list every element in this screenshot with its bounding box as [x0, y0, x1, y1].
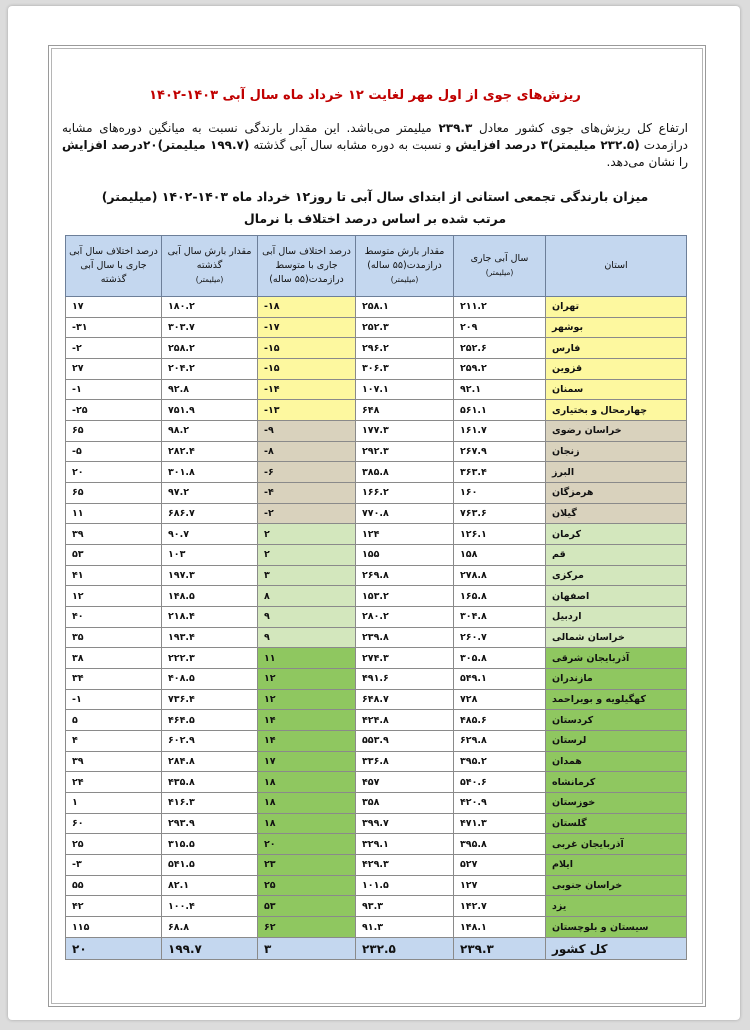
pct-average-cell: ۲۵	[258, 875, 356, 896]
table-row	[66, 421, 687, 442]
table-caption	[62, 186, 688, 230]
last-year-cell: ۴۶۴.۵	[162, 710, 258, 731]
last-year-cell: ۹۰.۷	[162, 524, 258, 545]
last-year-cell: ۴۳۵.۸	[162, 772, 258, 793]
last-year-cell: ۷۵۱.۹	[162, 400, 258, 421]
current-year-cell: ۲۱۱.۲	[454, 297, 546, 318]
pct-average-cell: ۱۷	[258, 751, 356, 772]
pct-average-cell: ۲	[258, 545, 356, 566]
last-year-cell: ۵۴۱.۵	[162, 855, 258, 876]
table-row	[66, 751, 687, 772]
summary-text: را نشان می‌دهد.	[606, 155, 688, 169]
pct-average-cell: ۱۴	[258, 710, 356, 731]
current-year-cell: ۲۷۸.۸	[454, 565, 546, 586]
last-year-cell: ۱۰۰.۴	[162, 896, 258, 917]
current-year-cell: ۵۴۰.۶	[454, 772, 546, 793]
current-year-cell: ۳۶۳.۴	[454, 462, 546, 483]
pct-average-cell: -۱۸	[258, 297, 356, 318]
last-year-cell: ۲۹۳.۹	[162, 813, 258, 834]
pct-last-year-cell: -۳۱	[66, 317, 162, 338]
pct-last-year-cell: -۲	[66, 338, 162, 359]
pct-last-year-cell: ۳۹	[66, 751, 162, 772]
pct-average-cell: -۶	[258, 462, 356, 483]
last-year-cell: ۶۰۲.۹	[162, 731, 258, 752]
current-year-cell: ۷۶۳.۶	[454, 503, 546, 524]
table-row	[66, 586, 687, 607]
current-year-cell: ۲۶۷.۹	[454, 441, 546, 462]
summary-last-year-compare: (۱۹۹.۷ میلیمتر)۲۰درصد افزایش	[62, 138, 250, 152]
table-row	[66, 772, 687, 793]
pct-average-cell: ۵۳	[258, 896, 356, 917]
province-cell: هرمزگان	[546, 483, 687, 504]
current-year-cell: ۲۶۰.۷	[454, 627, 546, 648]
average-cell: ۱۵۵	[356, 545, 454, 566]
province-cell: تهران	[546, 297, 687, 318]
province-cell: یزد	[546, 896, 687, 917]
pct-average-cell: ۲۰	[258, 834, 356, 855]
pct-last-year-cell: ۲۷	[66, 359, 162, 380]
last-year-cell: ۲۱۸.۴	[162, 607, 258, 628]
pct-average-cell: -۲	[258, 503, 356, 524]
pct-last-year-cell: ۴۰	[66, 607, 162, 628]
province-cell: گلستان	[546, 813, 687, 834]
pct-last-year-cell: -۲۵	[66, 400, 162, 421]
report-title: ریزش‌های جوی از اول مهر لغایت ۱۲ خرداد ماه سال آبی ۱۴۰۳-۱۴۰۲	[149, 88, 581, 103]
table-row	[66, 917, 687, 938]
province-cell: لرستان	[546, 731, 687, 752]
header-pct-vs-average: درصد اختلاف سال آبی جاری با متوسط درازمدت(۵۵ ساله)	[258, 236, 356, 297]
average-cell: ۲۶۹.۸	[356, 565, 454, 586]
table-row	[66, 524, 687, 545]
average-cell: ۴۹۱.۶	[356, 669, 454, 690]
current-year-cell: ۱۶۰	[454, 483, 546, 504]
last-year-cell: ۱۹۳.۴	[162, 627, 258, 648]
province-cell: ایلام	[546, 855, 687, 876]
average-cell: ۲۹۲.۳	[356, 441, 454, 462]
pct-last-year-cell: ۳۵	[66, 627, 162, 648]
last-year-cell: ۳۱۵.۵	[162, 834, 258, 855]
pct-average-cell: -۱۵	[258, 338, 356, 359]
average-cell: ۲۷۴.۳	[356, 648, 454, 669]
table-row	[66, 855, 687, 876]
province-cell: آذربایجان شرقی	[546, 648, 687, 669]
pct-last-year-cell: ۴	[66, 731, 162, 752]
current-year-cell: ۱۴۸.۱	[454, 917, 546, 938]
last-year-cell: ۴۱۶.۳	[162, 793, 258, 814]
current-year-cell: ۶۲۹.۸	[454, 731, 546, 752]
current-year-cell: ۳۰۴.۸	[454, 607, 546, 628]
current-year-cell: ۳۹۵.۲	[454, 751, 546, 772]
pct-average-cell: ۱۱	[258, 648, 356, 669]
table-caption-line2: مرتب شده بر اساس درصد اختلاف با نرمال	[243, 211, 507, 226]
table-row	[66, 503, 687, 524]
pct-average-cell: ۲۳	[258, 855, 356, 876]
current-year-cell: ۴۸۵.۶	[454, 710, 546, 731]
total-last-year: ۱۹۹.۷	[162, 938, 258, 960]
pct-last-year-cell: ۴۱	[66, 565, 162, 586]
average-cell: ۳۵۸	[356, 793, 454, 814]
pct-average-cell: -۱۷	[258, 317, 356, 338]
province-cell: خراسان شمالی	[546, 627, 687, 648]
summary-text: و نسبت به دوره مشابه سال آبی گذشته	[249, 138, 456, 152]
province-cell: قم	[546, 545, 687, 566]
table-row	[66, 483, 687, 504]
average-cell: ۴۵۷	[356, 772, 454, 793]
pct-last-year-cell: ۱	[66, 793, 162, 814]
last-year-cell: ۲۵۸.۲	[162, 338, 258, 359]
last-year-cell: ۱۰۳	[162, 545, 258, 566]
average-cell: ۲۹۶.۲	[356, 338, 454, 359]
header-current-year: سال آبی جاری (میلیمتر)	[454, 236, 546, 297]
province-cell: قزوین	[546, 359, 687, 380]
pct-average-cell: -۱۵	[258, 359, 356, 380]
current-year-cell: ۱۵۸	[454, 545, 546, 566]
last-year-cell: ۲۸۲.۴	[162, 441, 258, 462]
pct-last-year-cell: ۱۲	[66, 586, 162, 607]
current-year-cell: ۲۰۹	[454, 317, 546, 338]
pct-last-year-cell: -۵	[66, 441, 162, 462]
pct-last-year-cell: ۶۵	[66, 421, 162, 442]
last-year-cell: ۸۲.۱	[162, 875, 258, 896]
table-row	[66, 793, 687, 814]
pct-average-cell: -۱۳	[258, 400, 356, 421]
current-year-cell: ۳۹۵.۸	[454, 834, 546, 855]
pct-last-year-cell: -۳	[66, 855, 162, 876]
province-cell: کردستان	[546, 710, 687, 731]
table-row	[66, 565, 687, 586]
pct-average-cell: ۱۸	[258, 772, 356, 793]
table-row	[66, 731, 687, 752]
current-year-cell: ۱۶۱.۷	[454, 421, 546, 442]
pct-average-cell: ۱۲	[258, 669, 356, 690]
last-year-cell: ۲۲۲.۳	[162, 648, 258, 669]
average-cell: ۲۸۰.۲	[356, 607, 454, 628]
current-year-cell: ۱۲۷	[454, 875, 546, 896]
table-row	[66, 297, 687, 318]
pct-average-cell: ۱۲	[258, 689, 356, 710]
pct-average-cell: ۸	[258, 586, 356, 607]
average-cell: ۴۲۹.۳	[356, 855, 454, 876]
pct-last-year-cell: ۵۳	[66, 545, 162, 566]
pct-last-year-cell: ۵	[66, 710, 162, 731]
table-row	[66, 607, 687, 628]
province-cell: کرمان	[546, 524, 687, 545]
total-pct-average: ۳	[258, 938, 356, 960]
current-year-cell: ۲۵۹.۲	[454, 359, 546, 380]
pct-last-year-cell: -۱	[66, 379, 162, 400]
summary-text: میلیمتر می‌باشد. این مقدار بارندگی نسبت به میانگین دوره‌های مشابه درازمدت	[62, 121, 688, 152]
average-cell: ۲۳۹.۸	[356, 627, 454, 648]
header-pct-vs-last-year: درصد اختلاف سال آبی جاری با سال آبی گذشته	[66, 236, 162, 297]
pct-last-year-cell: ۳۸	[66, 648, 162, 669]
table-row	[66, 710, 687, 731]
average-cell: ۹۳.۳	[356, 896, 454, 917]
table-row	[66, 338, 687, 359]
pct-last-year-cell: ۴۲	[66, 896, 162, 917]
last-year-cell: ۴۰۸.۵	[162, 669, 258, 690]
current-year-cell: ۷۲۸	[454, 689, 546, 710]
last-year-cell: ۶۸.۸	[162, 917, 258, 938]
current-year-cell: ۱۲۶.۱	[454, 524, 546, 545]
pct-last-year-cell: ۶۰	[66, 813, 162, 834]
average-cell: ۳۹۹.۷	[356, 813, 454, 834]
last-year-cell: ۳۰۳.۷	[162, 317, 258, 338]
current-year-cell: ۵۲۷	[454, 855, 546, 876]
rainfall-table	[65, 235, 687, 960]
average-cell: ۱۲۴	[356, 524, 454, 545]
province-cell: زنجان	[546, 441, 687, 462]
last-year-cell: ۲۸۴.۸	[162, 751, 258, 772]
average-cell: ۴۲۴.۸	[356, 710, 454, 731]
table-header-row	[66, 236, 687, 297]
table-row	[66, 441, 687, 462]
last-year-cell: ۱۴۸.۵	[162, 586, 258, 607]
province-cell: همدان	[546, 751, 687, 772]
average-cell: ۳۲۹.۱	[356, 834, 454, 855]
province-cell: آذربایجان غربی	[546, 834, 687, 855]
average-cell: ۵۵۳.۹	[356, 731, 454, 752]
pct-average-cell: -۹	[258, 421, 356, 442]
current-year-cell: ۱۴۲.۷	[454, 896, 546, 917]
summary-paragraph	[62, 120, 688, 171]
pct-last-year-cell: ۳۴	[66, 669, 162, 690]
current-year-cell: ۵۶۱.۱	[454, 400, 546, 421]
province-cell: خوزستان	[546, 793, 687, 814]
table-row	[66, 834, 687, 855]
table-row	[66, 627, 687, 648]
current-year-cell: ۱۶۵.۸	[454, 586, 546, 607]
pct-last-year-cell: ۱۷	[66, 297, 162, 318]
table-row	[66, 545, 687, 566]
current-year-cell: ۴۲۰.۹	[454, 793, 546, 814]
pct-average-cell: -۴	[258, 483, 356, 504]
pct-last-year-cell: ۶۵	[66, 483, 162, 504]
pct-average-cell: ۶۲	[258, 917, 356, 938]
province-cell: اصفهان	[546, 586, 687, 607]
table-row	[66, 896, 687, 917]
last-year-cell: ۹۸.۲	[162, 421, 258, 442]
pct-last-year-cell: ۳۹	[66, 524, 162, 545]
total-label: کل کشور	[546, 938, 687, 960]
table-row	[66, 400, 687, 421]
province-cell: گیلان	[546, 503, 687, 524]
average-cell: ۱۵۳.۲	[356, 586, 454, 607]
table-total-row	[66, 938, 687, 960]
last-year-cell: ۹۷.۲	[162, 483, 258, 504]
province-cell: کرمانشاه	[546, 772, 687, 793]
table-row	[66, 379, 687, 400]
average-cell: ۱۶۶.۲	[356, 483, 454, 504]
average-cell: ۲۵۸.۱	[356, 297, 454, 318]
total-average: ۲۳۲.۵	[356, 938, 454, 960]
pct-average-cell: ۱۴	[258, 731, 356, 752]
province-cell: مرکزی	[546, 565, 687, 586]
table-body	[66, 297, 687, 938]
province-cell: مازندران	[546, 669, 687, 690]
province-cell: اردبیل	[546, 607, 687, 628]
last-year-cell: ۱۹۷.۳	[162, 565, 258, 586]
province-cell: کهگیلویه و بویراحمد	[546, 689, 687, 710]
table-row	[66, 317, 687, 338]
average-cell: ۳۳۶.۸	[356, 751, 454, 772]
average-cell: ۶۴۸.۷	[356, 689, 454, 710]
last-year-cell: ۹۲.۸	[162, 379, 258, 400]
province-cell: چهارمحال و بختیاری	[546, 400, 687, 421]
average-cell: ۳۰۶.۳	[356, 359, 454, 380]
average-cell: ۹۱.۳	[356, 917, 454, 938]
pct-last-year-cell: ۱۱	[66, 503, 162, 524]
table-row	[66, 648, 687, 669]
average-cell: ۱۰۷.۱	[356, 379, 454, 400]
summary-total-value: ۲۳۹.۳	[438, 121, 473, 135]
pct-average-cell: ۹	[258, 627, 356, 648]
current-year-cell: ۹۲.۱	[454, 379, 546, 400]
current-year-cell: ۵۴۹.۱	[454, 669, 546, 690]
current-year-cell: ۳۰۵.۸	[454, 648, 546, 669]
pct-average-cell: -۱۴	[258, 379, 356, 400]
last-year-cell: ۱۸۰.۲	[162, 297, 258, 318]
pct-last-year-cell: ۲۴	[66, 772, 162, 793]
average-cell: ۲۵۲.۳	[356, 317, 454, 338]
summary-text: ارتفاع کل ریزش‌های جوی کشور معادل	[472, 121, 689, 135]
last-year-cell: ۷۳۶.۴	[162, 689, 258, 710]
average-cell: ۷۷۰.۸	[356, 503, 454, 524]
header-province: استان	[546, 236, 687, 297]
average-cell: ۶۴۸	[356, 400, 454, 421]
pct-last-year-cell: ۲۰	[66, 462, 162, 483]
table-row	[66, 462, 687, 483]
table-caption-line1: میزان بارندگی تجمعی استانی از ابتدای سال آبی تا روز۱۲ خرداد ماه ۱۴۰۳-۱۴۰۲ (میلیمتر)	[101, 189, 649, 204]
province-cell: بوشهر	[546, 317, 687, 338]
average-cell: ۱۷۷.۳	[356, 421, 454, 442]
province-cell: خراسان رضوی	[546, 421, 687, 442]
pct-average-cell: -۸	[258, 441, 356, 462]
pct-average-cell: ۱۸	[258, 813, 356, 834]
table-row	[66, 689, 687, 710]
average-cell: ۳۸۵.۸	[356, 462, 454, 483]
table-row	[66, 875, 687, 896]
last-year-cell: ۶۸۶.۷	[162, 503, 258, 524]
province-cell: خراسان جنوبی	[546, 875, 687, 896]
pct-average-cell: ۳	[258, 565, 356, 586]
province-cell: سمنان	[546, 379, 687, 400]
pct-average-cell: ۲	[258, 524, 356, 545]
total-current: ۲۳۹.۳	[454, 938, 546, 960]
average-cell: ۱۰۱.۵	[356, 875, 454, 896]
pct-last-year-cell: -۱	[66, 689, 162, 710]
table-row	[66, 669, 687, 690]
pct-last-year-cell: ۵۵	[66, 875, 162, 896]
last-year-cell: ۲۰۴.۲	[162, 359, 258, 380]
pct-last-year-cell: ۱۱۵	[66, 917, 162, 938]
province-cell: سیستان و بلوچستان	[546, 917, 687, 938]
header-last-year: مقدار بارش سال آبی گذشته (میلیمتر)	[162, 236, 258, 297]
header-long-term-average: مقدار بارش متوسط درازمدت(۵۵ ساله) (میلیمتر)	[356, 236, 454, 297]
province-cell: فارس	[546, 338, 687, 359]
total-pct-last-year: ۲۰	[66, 938, 162, 960]
pct-average-cell: ۹	[258, 607, 356, 628]
province-cell: البرز	[546, 462, 687, 483]
pct-last-year-cell: ۲۵	[66, 834, 162, 855]
current-year-cell: ۲۵۲.۶	[454, 338, 546, 359]
last-year-cell: ۳۰۱.۸	[162, 462, 258, 483]
pct-average-cell: ۱۸	[258, 793, 356, 814]
current-year-cell: ۴۷۱.۳	[454, 813, 546, 834]
table-row	[66, 813, 687, 834]
summary-average-compare: (۲۳۲.۵ میلیمتر)۳ درصد افزایش	[455, 138, 640, 152]
table-row	[66, 359, 687, 380]
